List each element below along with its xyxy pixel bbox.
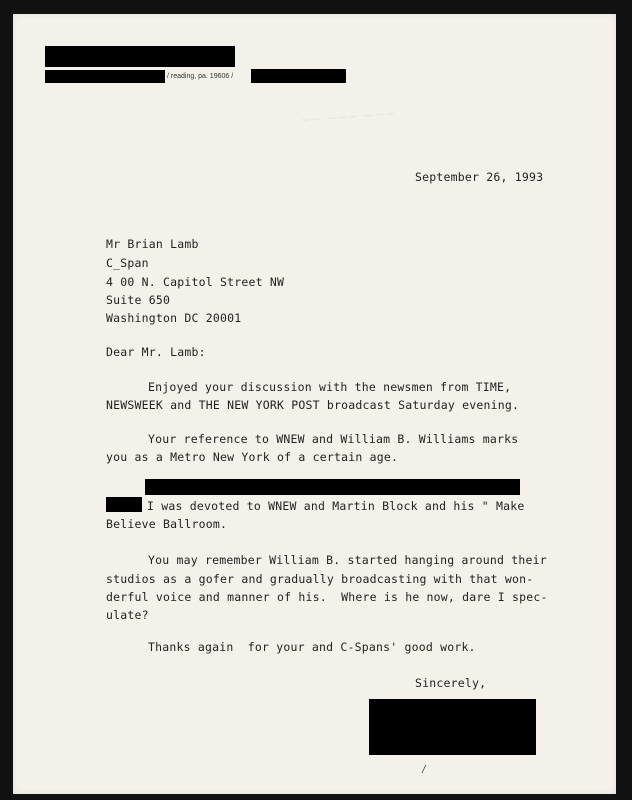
redaction-phone	[251, 69, 346, 83]
pencil-tick-mark: /	[421, 764, 428, 775]
paragraph-2-line-1: Your reference to WNEW and William B. Williams marks	[148, 432, 519, 446]
redaction-paragraph-3-a	[145, 479, 520, 495]
paragraph-1-line-2: NEWSWEEK and THE NEW YORK POST broadcast Saturday evening.	[106, 398, 520, 412]
recipient-city: Washington DC 20001	[106, 311, 242, 325]
redaction-name	[45, 46, 235, 67]
redaction-paragraph-3-b	[106, 497, 142, 512]
paragraph-3-line-2: Believe Ballroom.	[106, 517, 228, 531]
redaction-street	[45, 70, 165, 83]
recipient-org: C_Span	[106, 256, 149, 270]
paragraph-1-line-1: Enjoyed your discussion with the newsmen from TIME,	[148, 380, 512, 394]
paragraph-3-line-1: I was devoted to WNEW and Martin Block and his " Make	[147, 499, 525, 513]
paragraph-5: Thanks again for your and C-Spans' good work.	[148, 640, 476, 654]
bleed-through-mark: ~~ ~~~ ~~~	[299, 106, 396, 129]
salutation: Dear Mr. Lamb:	[106, 345, 206, 359]
recipient-suite: Suite 650	[106, 293, 171, 307]
paragraph-4-line-1: You may remember William B. started hanging around their	[148, 553, 547, 567]
paragraph-4-line-3: derful voice and manner of his. Where is he now, dare I spec-	[106, 590, 548, 604]
recipient-name: Mr Brian Lamb	[106, 237, 199, 251]
paragraph-4-line-2: studios as a gofer and gradually broadcasting with that won-	[106, 572, 534, 586]
recipient-street: 4 00 N. Capitol Street NW	[106, 275, 285, 289]
paragraph-2-line-2: you as a Metro New York of a certain age.	[106, 450, 399, 464]
letter-date: September 26, 1993	[415, 170, 544, 184]
closing: Sincerely,	[415, 676, 487, 690]
letterhead-address: / reading, pa. 19606 /	[167, 73, 234, 80]
redaction-signature	[369, 699, 536, 755]
paragraph-4-line-4: ulate?	[106, 608, 149, 622]
